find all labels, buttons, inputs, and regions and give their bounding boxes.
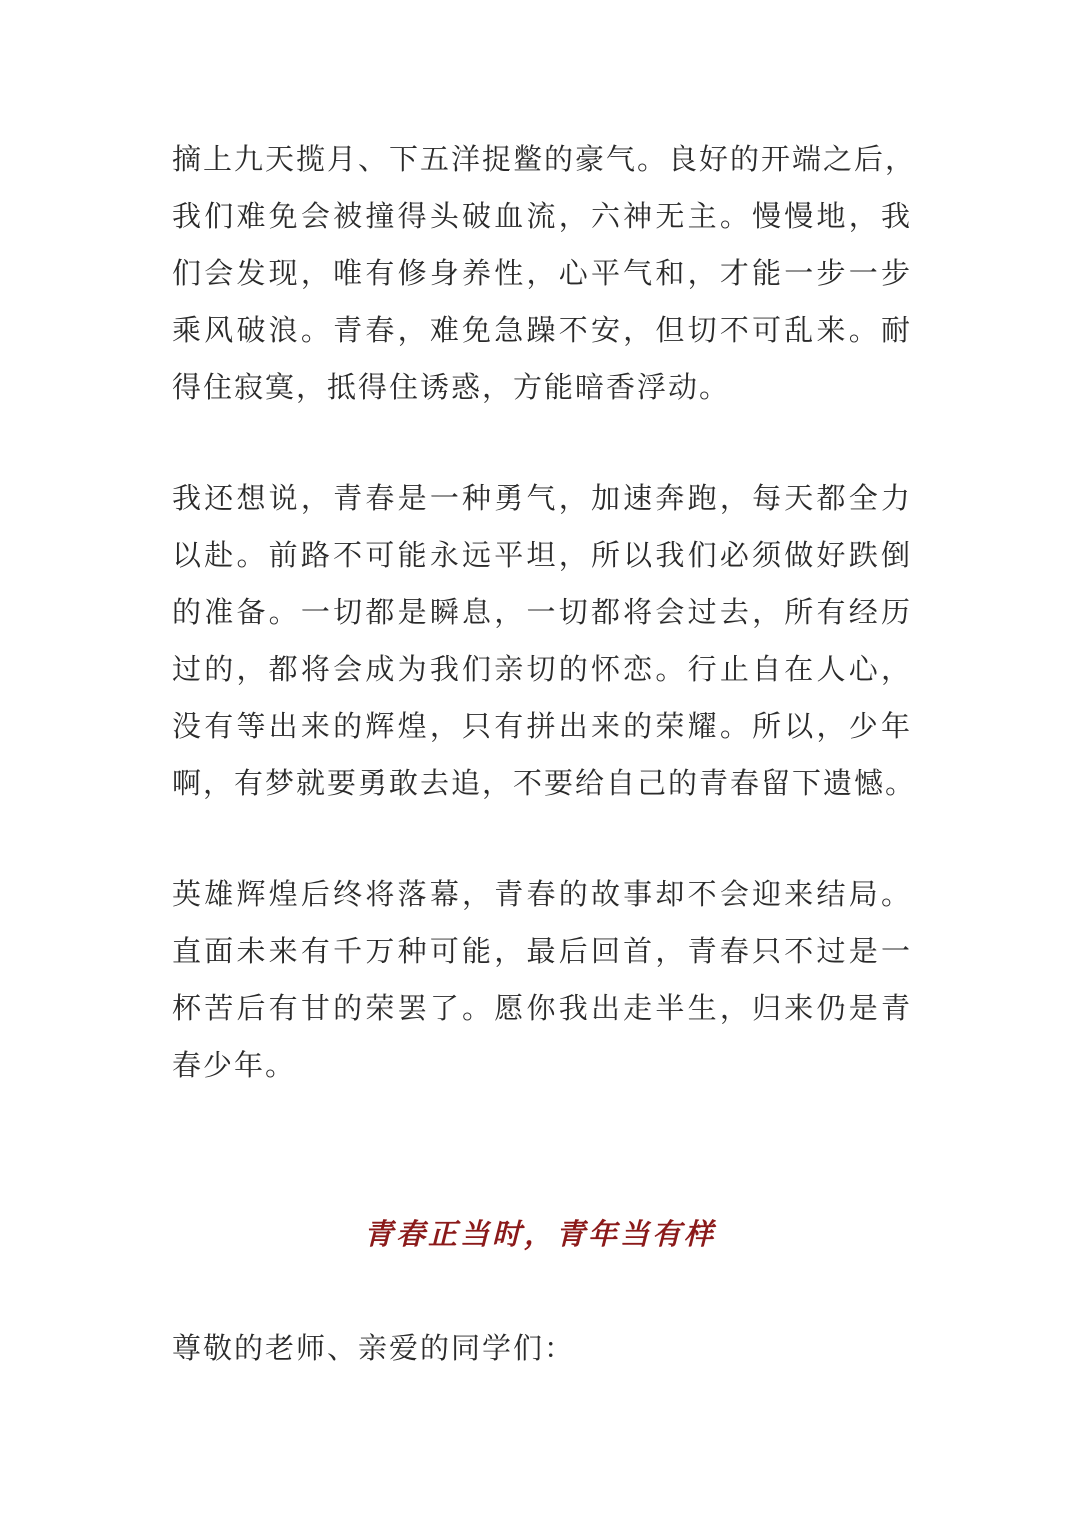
paragraph-line: 没有等出来的辉煌，只有拼出来的荣耀。所以，少年: [172, 709, 912, 743]
paragraph-line: 春少年。: [172, 1048, 297, 1082]
paragraph-line: 们会发现，唯有修身养性，心平气和，才能一步一步: [172, 256, 912, 290]
paragraph-line: 杯苦后有甘的荣罢了。愿你我出走半生，归来仍是青: [172, 991, 912, 1025]
paragraph-2: [172, 470, 917, 812]
salutation: 尊敬的老师、亲爱的同学们：: [172, 1331, 576, 1365]
paragraph-line: 过的，都将会成为我们亲切的怀恋。行止自在人心，: [172, 652, 912, 686]
paragraph-line: 英雄辉煌后终将落幕，青春的故事却不会迎来结局。: [172, 877, 912, 911]
paragraph-1: [172, 131, 917, 416]
paragraph-line: 得住寂寞，抵得住诱惑，方能暗香浮动。: [172, 370, 731, 404]
paragraph-line: 直面未来有千万种可能，最后回首，青春只不过是一: [172, 934, 912, 968]
paragraph-line: 啊，有梦就要勇敢去追，不要给自己的青春留下遗憾。: [172, 766, 917, 800]
section-heading: 青春正当时，青年当有样: [363, 1217, 716, 1251]
paragraph-line: 以赴。前路不可能永远平坦，所以我们必须做好跌倒: [172, 538, 912, 572]
paragraph-line: 我还想说，青春是一种勇气，加速奔跑，每天都全力: [172, 481, 912, 515]
paragraph-line: 摘上九天揽月、下五洋捉鳖的豪气。良好的开端之后，: [172, 142, 917, 176]
paragraph-line: 乘风破浪。青春，难免急躁不安，但切不可乱来。耐: [172, 313, 912, 347]
paragraph-line: 我们难免会被撞得头破血流，六神无主。慢慢地，我: [172, 199, 912, 233]
paragraph-3: [172, 866, 912, 1094]
paragraph-line: 的准备。一切都是瞬息，一切都将会过去，所有经历: [172, 595, 912, 629]
